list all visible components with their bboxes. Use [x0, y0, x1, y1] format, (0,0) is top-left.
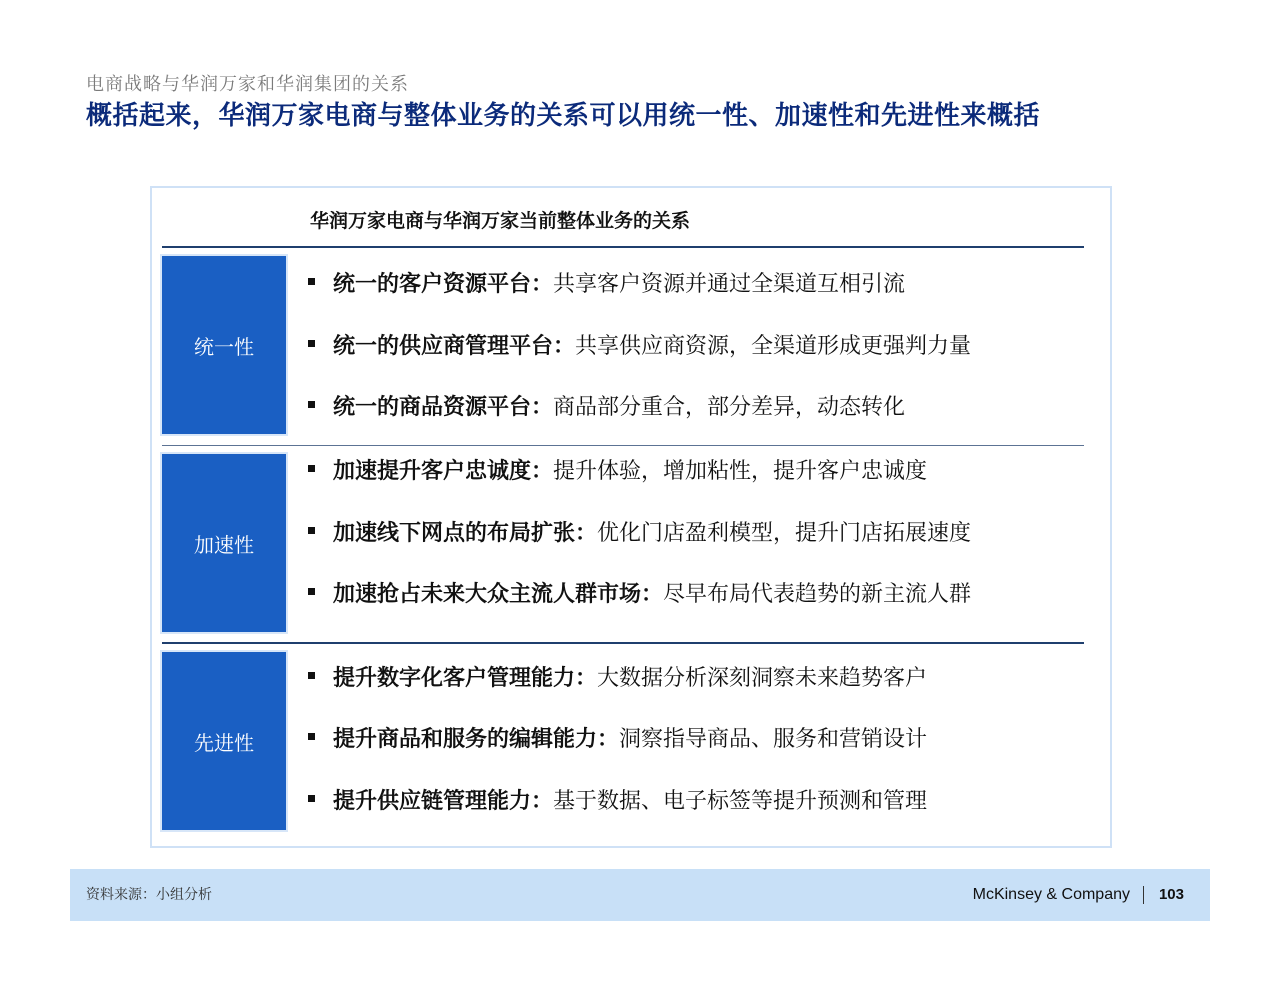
bullet-square-icon: [308, 278, 315, 285]
page-number: 103: [1158, 886, 1184, 903]
brand-name: McKinsey & Company: [972, 886, 1130, 903]
slide-subtitle: 电商战略与华润万家和华润集团的关系: [86, 74, 409, 95]
bullet-item: [308, 574, 1098, 614]
bullet-item: [308, 658, 1098, 698]
bullet-text: 商品部分重合，部分差异，动态转化: [553, 395, 906, 420]
bullet-square-icon: [308, 672, 315, 679]
relationship-panel: [150, 186, 1112, 848]
bullet-bold: 加速提升客户忠诚度：: [333, 458, 554, 484]
bullet-item: [308, 513, 1098, 553]
bullet-item: [308, 451, 1098, 491]
bullet-text: 提升体验，增加粘性，提升客户忠诚度: [553, 459, 928, 484]
bullet-bold: 提升供应链管理能力：: [333, 788, 554, 814]
bullet-text: 尽早布局代表趋势的新主流人群: [663, 582, 972, 607]
slide-headline: 概括起来，华润万家电商与整体业务的关系可以用统一性、加速性和先进性来概括: [86, 101, 1041, 131]
bullet-bold: 统一的商品资源平台：: [333, 394, 554, 420]
bullet-item: [308, 387, 1098, 427]
bullet-square-icon: [308, 465, 315, 472]
bullet-text: 共享客户资源并通过全渠道互相引流: [553, 272, 906, 297]
panel-title: 华润万家电商与华润万家当前整体业务的关系: [310, 210, 691, 232]
bullet-item: [308, 326, 1098, 366]
bullet-square-icon: [308, 401, 315, 408]
bullet-text: 基于数据、电子标签等提升预测和管理: [553, 789, 928, 814]
bullet-item: [308, 264, 1098, 304]
bullet-text: 优化门店盈利模型，提升门店拓展速度: [597, 521, 972, 546]
bullet-bold: 统一的客户资源平台：: [333, 271, 554, 297]
footer-separator: [1143, 886, 1144, 904]
bullet-square-icon: [308, 340, 315, 347]
section-label-acceleration: 加速性: [162, 454, 286, 632]
panel-title-rule: [162, 246, 1084, 248]
source-note: 资料来源：小组分析: [86, 887, 212, 903]
section-divider: [162, 445, 1084, 446]
bullet-text: 洞察指导商品、服务和营销设计: [619, 727, 928, 752]
bullet-item: [308, 781, 1098, 821]
bullet-item: [308, 719, 1098, 759]
bullet-square-icon: [308, 588, 315, 595]
bullet-square-icon: [308, 733, 315, 740]
bullet-bold: 加速抢占未来大众主流人群市场：: [333, 581, 664, 607]
bullet-square-icon: [308, 527, 315, 534]
bullet-bold: 统一的供应商管理平台：: [333, 333, 576, 359]
bullet-bold: 提升数字化客户管理能力：: [333, 665, 598, 691]
footer-bar: [70, 869, 1210, 921]
bullet-text: 共享供应商资源，全渠道形成更强判力量: [575, 334, 972, 359]
bullet-bold: 加速线下网点的布局扩张：: [333, 520, 598, 546]
section-divider: [162, 642, 1084, 644]
section-label-advancement: 先进性: [162, 652, 286, 830]
bullet-bold: 提升商品和服务的编辑能力：: [333, 726, 620, 752]
bullet-square-icon: [308, 795, 315, 802]
bullet-text: 大数据分析深刻洞察未来趋势客户: [597, 666, 928, 691]
section-label-unity: 统一性: [162, 256, 286, 434]
